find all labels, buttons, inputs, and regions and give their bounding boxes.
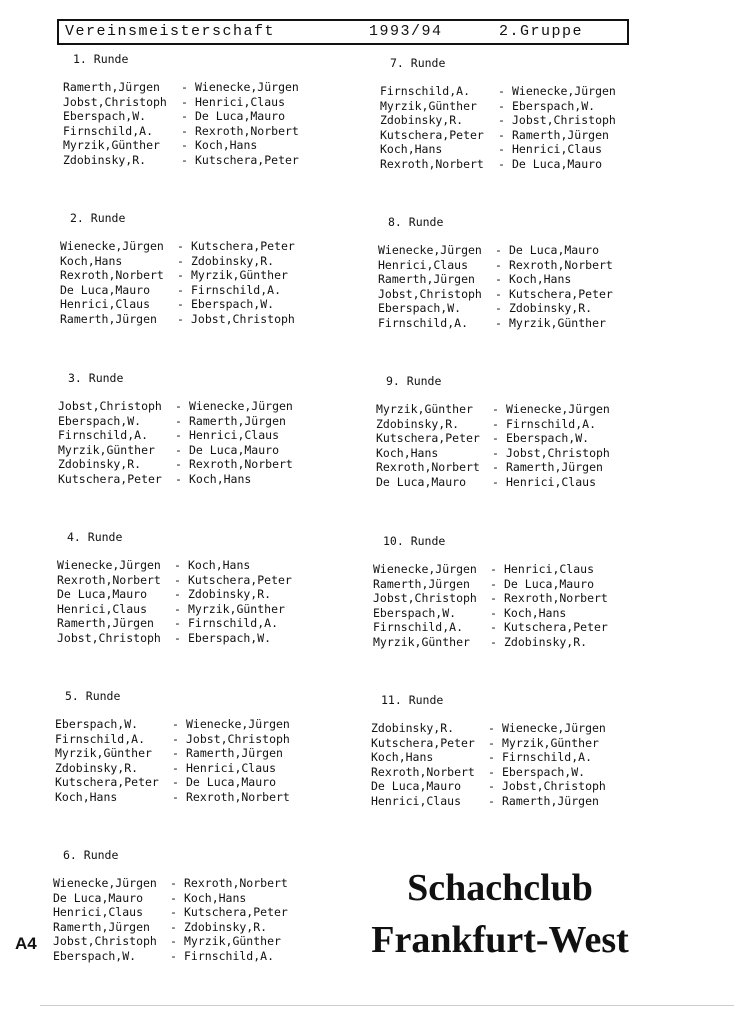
pairing-dash: - <box>498 84 505 98</box>
round-block <box>53 848 333 964</box>
pairing-dash: - <box>498 142 505 157</box>
black-player: Henrici,Claus <box>504 562 595 576</box>
pairing-row <box>58 428 338 443</box>
pairing-row <box>380 99 660 114</box>
black-player: Koch,Hans <box>195 138 258 153</box>
pairing-dash: - <box>175 399 182 413</box>
black-player: Eberspach,W. <box>191 297 275 312</box>
black-player: Ramerth,Jürgen <box>189 413 286 428</box>
pairing-row <box>57 587 337 602</box>
black-player: Kutschera,Peter <box>509 286 613 301</box>
black-player: Firnschild,A. <box>184 948 275 963</box>
white-player: Firnschild,A. <box>63 123 154 138</box>
pairing-dash: - <box>172 760 179 775</box>
black-player: De Luca,Mauro <box>195 109 286 124</box>
white-player: Myrzik,Günther <box>63 138 160 153</box>
white-player: Henrici,Claus <box>60 297 151 312</box>
pairing-row <box>373 562 653 577</box>
page-mark: A4 <box>15 934 37 953</box>
pairing-dash: - <box>174 616 181 631</box>
white-player: Koch,Hans <box>371 750 434 765</box>
black-player: Eberspach,W. <box>188 630 272 645</box>
pairing-dash: - <box>495 286 502 301</box>
white-player: Wienecke,Jürgen <box>57 558 161 572</box>
pairing-row <box>53 949 333 964</box>
pairing-row <box>55 732 335 747</box>
black-player: Myrzik,Günther <box>188 601 285 616</box>
white-player: Myrzik,Günther <box>380 98 477 113</box>
pairing-dash: - <box>174 587 181 602</box>
black-player: Zdobinsky,R. <box>509 301 593 316</box>
header-group: 2.Gruppe <box>499 23 584 40</box>
black-player: Wienecke,Jürgen <box>195 80 299 94</box>
white-player: Eberspach,W. <box>55 717 139 731</box>
white-player: Firnschild,A. <box>378 315 469 330</box>
black-player: Kutschera,Peter <box>504 620 608 635</box>
white-player: Firnschild,A. <box>58 428 149 443</box>
black-player: Myrzik,Günther <box>184 934 281 949</box>
bottom-rule <box>40 1005 734 1006</box>
pairing-dash: - <box>174 572 181 587</box>
pairing-row <box>378 243 658 258</box>
black-player: Henrici,Claus <box>512 142 603 157</box>
pairing-dash: - <box>177 253 184 268</box>
pairing-dash: - <box>498 98 505 113</box>
round-title: 9. Runde <box>386 374 442 388</box>
pairing-row <box>55 761 335 776</box>
pairing-row <box>60 268 340 283</box>
black-player: Wienecke,Jürgen <box>502 721 606 735</box>
pairing-row <box>373 620 653 635</box>
black-player: Koch,Hans <box>509 272 572 287</box>
white-player: Kutschera,Peter <box>376 431 480 446</box>
black-player: Eberspach,W. <box>502 764 586 779</box>
pairing-row <box>58 472 338 487</box>
black-player: De Luca,Mauro <box>189 442 280 457</box>
round-block <box>371 693 651 809</box>
round-block <box>58 371 338 487</box>
pairing-dash: - <box>490 605 497 620</box>
pairing-row <box>371 736 651 751</box>
white-player: Rexroth,Norbert <box>60 268 164 283</box>
round-block <box>380 56 660 172</box>
round-block <box>57 530 337 646</box>
pairing-row <box>380 142 660 157</box>
pairing-dash: - <box>498 113 505 128</box>
round-title: 11. Runde <box>381 693 444 707</box>
white-player: Koch,Hans <box>380 142 443 157</box>
white-player: Zdobinsky,R. <box>63 152 147 167</box>
pairing-dash: - <box>498 127 505 142</box>
pairing-dash: - <box>177 282 184 297</box>
black-player: Henrici,Claus <box>506 474 597 489</box>
black-player: Myrzik,Günther <box>191 268 288 283</box>
pairing-dash: - <box>170 876 177 890</box>
pairing-row <box>63 153 343 168</box>
pairing-dash: - <box>492 431 499 446</box>
pairing-dash: - <box>492 474 499 489</box>
white-player: Koch,Hans <box>55 789 118 804</box>
black-player: Zdobinsky,R. <box>191 253 275 268</box>
pairing-dash: - <box>174 630 181 645</box>
pairing-row <box>371 765 651 780</box>
white-player: De Luca,Mauro <box>371 779 462 794</box>
pairing-row <box>63 124 343 139</box>
black-player: Wienecke,Jürgen <box>506 402 610 416</box>
white-player: Ramerth,Jürgen <box>53 919 150 934</box>
header-box <box>57 19 629 45</box>
pairing-row <box>57 573 337 588</box>
black-player: Zdobinsky,R. <box>188 587 272 602</box>
black-player: Jobst,Christoph <box>502 779 606 794</box>
pairing-row <box>373 577 653 592</box>
pairing-dash: - <box>492 416 499 431</box>
pairing-dash: - <box>490 591 497 606</box>
black-player: Koch,Hans <box>188 558 251 572</box>
pairing-row <box>376 446 656 461</box>
white-player: Jobst,Christoph <box>58 399 162 413</box>
pairing-dash: - <box>177 297 184 312</box>
black-player: Rexroth,Norbert <box>509 257 613 272</box>
black-player: Rexroth,Norbert <box>186 789 290 804</box>
white-player: Zdobinsky,R. <box>380 113 464 128</box>
pairing-row <box>376 475 656 490</box>
black-player: Wienecke,Jürgen <box>512 84 616 98</box>
pairing-row <box>58 399 338 414</box>
white-player: Kutschera,Peter <box>371 735 475 750</box>
pairing-dash: - <box>174 601 181 616</box>
black-player: Ramerth,Jürgen <box>512 127 609 142</box>
black-player: Koch,Hans <box>189 471 252 486</box>
black-player: Myrzik,Günther <box>509 315 606 330</box>
black-player: Kutschera,Peter <box>195 152 299 167</box>
pairing-row <box>60 254 340 269</box>
pairing-row <box>57 616 337 631</box>
black-player: Henrici,Claus <box>189 428 280 443</box>
pairing-dash: - <box>495 257 502 272</box>
white-player: Wienecke,Jürgen <box>378 243 482 257</box>
pairing-dash: - <box>175 442 182 457</box>
pairing-row <box>60 297 340 312</box>
pairing-dash: - <box>495 272 502 287</box>
pairing-row <box>58 457 338 472</box>
black-player: Jobst,Christoph <box>506 445 610 460</box>
pairing-row <box>53 905 333 920</box>
white-player: Rexroth,Norbert <box>376 460 480 475</box>
pairing-row <box>57 631 337 646</box>
pairing-row <box>373 591 653 606</box>
pairing-row <box>63 80 343 95</box>
pairing-dash: - <box>181 152 188 167</box>
pairing-row <box>380 113 660 128</box>
white-player: Kutschera,Peter <box>380 127 484 142</box>
pairing-dash: - <box>495 301 502 316</box>
pairing-dash: - <box>170 934 177 949</box>
pairing-dash: - <box>172 731 179 746</box>
black-player: Wienecke,Jürgen <box>189 399 293 413</box>
black-player: Firnschild,A. <box>191 282 282 297</box>
black-player: Rexroth,Norbert <box>184 876 288 890</box>
pairing-row <box>55 775 335 790</box>
black-player: Jobst,Christoph <box>186 731 290 746</box>
pairing-dash: - <box>170 905 177 920</box>
pairing-row <box>60 239 340 254</box>
pairing-row <box>371 779 651 794</box>
round-block <box>373 534 653 650</box>
white-player: Firnschild,A. <box>55 731 146 746</box>
black-player: Ramerth,Jürgen <box>186 746 283 761</box>
black-player: De Luca,Mauro <box>186 775 277 790</box>
pairing-dash: - <box>175 457 182 472</box>
pairing-row <box>58 414 338 429</box>
pairing-dash: - <box>177 239 184 253</box>
black-player: De Luca,Mauro <box>504 576 595 591</box>
pairing-dash: - <box>172 775 179 790</box>
pairing-dash: - <box>488 750 495 765</box>
pairing-row <box>55 746 335 761</box>
pairing-dash: - <box>172 746 179 761</box>
white-player: Ramerth,Jürgen <box>378 272 475 287</box>
black-player: Wienecke,Jürgen <box>186 717 290 731</box>
round-title: 5. Runde <box>65 689 121 703</box>
black-player: Koch,Hans <box>184 890 247 905</box>
white-player: De Luca,Mauro <box>60 282 151 297</box>
white-player: Wienecke,Jürgen <box>60 239 164 253</box>
black-player: Kutschera,Peter <box>188 572 292 587</box>
white-player: Jobst,Christoph <box>53 934 157 949</box>
pairing-row <box>378 258 658 273</box>
round-title: 7. Runde <box>390 56 446 70</box>
black-player: Eberspach,W. <box>512 98 596 113</box>
pairing-row <box>373 635 653 650</box>
white-player: Myrzik,Günther <box>58 442 155 457</box>
white-player: Zdobinsky,R. <box>55 760 139 775</box>
round-title: 6. Runde <box>63 848 119 862</box>
pairing-dash: - <box>488 721 495 735</box>
pairing-dash: - <box>495 243 502 257</box>
black-player: Jobst,Christoph <box>191 311 295 326</box>
white-player: Zdobinsky,R. <box>58 457 142 472</box>
white-player: Myrzik,Günther <box>55 746 152 761</box>
pairing-row <box>63 109 343 124</box>
white-player: Firnschild,A. <box>380 84 471 98</box>
white-player: Henrici,Claus <box>378 257 469 272</box>
white-player: Eberspach,W. <box>378 301 462 316</box>
round-block <box>376 374 656 490</box>
pairing-dash: - <box>174 558 181 572</box>
round-title: 8. Runde <box>388 215 444 229</box>
club-name-line1: Schachclub <box>407 867 593 909</box>
black-player: Eberspach,W. <box>506 431 590 446</box>
pairing-row <box>60 283 340 298</box>
white-player: Jobst,Christoph <box>57 630 161 645</box>
black-player: Firnschild,A. <box>506 416 597 431</box>
pairing-dash: - <box>175 471 182 486</box>
pairing-row <box>376 417 656 432</box>
pairing-dash: - <box>177 311 184 326</box>
pairing-dash: - <box>181 123 188 138</box>
pairing-dash: - <box>495 315 502 330</box>
black-player: Ramerth,Jürgen <box>506 460 603 475</box>
pairing-row <box>380 128 660 143</box>
black-player: De Luca,Mauro <box>509 243 600 257</box>
round-block <box>63 52 343 168</box>
pairing-row <box>60 312 340 327</box>
round-title: 2. Runde <box>70 211 126 225</box>
pairing-dash: - <box>175 413 182 428</box>
black-player: Kutschera,Peter <box>191 239 295 253</box>
pairing-row <box>63 138 343 153</box>
black-player: Koch,Hans <box>504 605 567 620</box>
pairing-dash: - <box>170 948 177 963</box>
white-player: Eberspach,W. <box>63 109 147 124</box>
white-player: Zdobinsky,R. <box>371 721 455 735</box>
pairing-dash: - <box>488 779 495 794</box>
white-player: Myrzik,Günther <box>373 634 470 649</box>
white-player: Ramerth,Jürgen <box>60 311 157 326</box>
black-player: Ramerth,Jürgen <box>502 793 599 808</box>
pairing-dash: - <box>498 156 505 171</box>
round-title: 1. Runde <box>73 52 129 66</box>
black-player: Firnschild,A. <box>188 616 279 631</box>
pairing-row <box>371 794 651 809</box>
black-player: Kutschera,Peter <box>184 905 288 920</box>
pairing-row <box>376 460 656 475</box>
white-player: Rexroth,Norbert <box>371 764 475 779</box>
pairing-dash: - <box>490 620 497 635</box>
white-player: Wienecke,Jürgen <box>373 562 477 576</box>
round-title: 10. Runde <box>383 534 446 548</box>
pairing-dash: - <box>170 890 177 905</box>
pairing-dash: - <box>177 268 184 283</box>
pairing-row <box>63 95 343 110</box>
white-player: Henrici,Claus <box>371 793 462 808</box>
header-season: 1993/94 <box>369 23 443 40</box>
white-player: Jobst,Christoph <box>63 94 167 109</box>
pairing-dash: - <box>172 717 179 731</box>
black-player: De Luca,Mauro <box>512 156 603 171</box>
round-block <box>60 211 340 327</box>
pairing-row <box>380 157 660 172</box>
white-player: Koch,Hans <box>60 253 123 268</box>
black-player: Zdobinsky,R. <box>504 634 588 649</box>
pairing-dash: - <box>181 138 188 153</box>
pairing-dash: - <box>492 460 499 475</box>
pairing-row <box>57 558 337 573</box>
pairing-dash: - <box>490 634 497 649</box>
club-name-line2: Frankfurt-West <box>371 919 629 961</box>
pairing-row <box>371 750 651 765</box>
white-player: De Luca,Mauro <box>57 587 148 602</box>
white-player: Eberspach,W. <box>58 413 142 428</box>
pairing-row <box>57 602 337 617</box>
black-player: Rexroth,Norbert <box>504 591 608 606</box>
black-player: Rexroth,Norbert <box>195 123 299 138</box>
pairing-row <box>53 920 333 935</box>
white-player: Jobst,Christoph <box>378 286 482 301</box>
white-player: De Luca,Mauro <box>53 890 144 905</box>
pairing-dash: - <box>492 402 499 416</box>
white-player: Henrici,Claus <box>53 905 144 920</box>
pairing-row <box>378 287 658 302</box>
round-block <box>55 689 335 805</box>
white-player: Rexroth,Norbert <box>380 156 484 171</box>
white-player: Ramerth,Jürgen <box>63 80 160 94</box>
pairing-row <box>55 790 335 805</box>
white-player: Henrici,Claus <box>57 601 148 616</box>
black-player: Rexroth,Norbert <box>189 457 293 472</box>
pairing-dash: - <box>181 109 188 124</box>
pairing-row <box>376 402 656 417</box>
pairing-row <box>373 606 653 621</box>
pairing-row <box>380 84 660 99</box>
pairing-row <box>371 721 651 736</box>
pairing-row <box>55 717 335 732</box>
round-title: 3. Runde <box>68 371 124 385</box>
white-player: De Luca,Mauro <box>376 474 467 489</box>
black-player: Jobst,Christoph <box>512 113 616 128</box>
pairing-dash: - <box>181 94 188 109</box>
black-player: Firnschild,A. <box>502 750 593 765</box>
white-player: Zdobinsky,R. <box>376 416 460 431</box>
black-player: Henrici,Claus <box>186 760 277 775</box>
black-player: Henrici,Claus <box>195 94 286 109</box>
white-player: Ramerth,Jürgen <box>57 616 154 631</box>
pairing-dash: - <box>492 445 499 460</box>
pairing-dash: - <box>175 428 182 443</box>
pairing-row <box>378 272 658 287</box>
pairing-row <box>378 301 658 316</box>
header-title: Vereinsmeisterschaft <box>65 23 276 40</box>
pairing-dash: - <box>181 80 188 94</box>
pairing-dash: - <box>488 764 495 779</box>
white-player: Eberspach,W. <box>373 605 457 620</box>
white-player: Ramerth,Jürgen <box>373 576 470 591</box>
white-player: Koch,Hans <box>376 445 439 460</box>
black-player: Zdobinsky,R. <box>184 919 268 934</box>
black-player: Myrzik,Günther <box>502 735 599 750</box>
pairing-row <box>53 891 333 906</box>
pairing-dash: - <box>172 789 179 804</box>
pairing-row <box>53 876 333 891</box>
pairing-row <box>53 934 333 949</box>
round-block <box>378 215 658 331</box>
white-player: Eberspach,W. <box>53 948 137 963</box>
pairing-dash: - <box>490 562 497 576</box>
white-player: Firnschild,A. <box>373 620 464 635</box>
white-player: Jobst,Christoph <box>373 591 477 606</box>
round-title: 4. Runde <box>67 530 123 544</box>
white-player: Kutschera,Peter <box>55 775 159 790</box>
white-player: Rexroth,Norbert <box>57 572 161 587</box>
white-player: Kutschera,Peter <box>58 471 162 486</box>
pairing-row <box>58 443 338 458</box>
pairing-dash: - <box>490 576 497 591</box>
pairing-row <box>376 431 656 446</box>
pairing-dash: - <box>488 735 495 750</box>
white-player: Myrzik,Günther <box>376 402 473 416</box>
pairing-dash: - <box>170 919 177 934</box>
pairing-row <box>378 316 658 331</box>
pairing-dash: - <box>488 793 495 808</box>
white-player: Wienecke,Jürgen <box>53 876 157 890</box>
